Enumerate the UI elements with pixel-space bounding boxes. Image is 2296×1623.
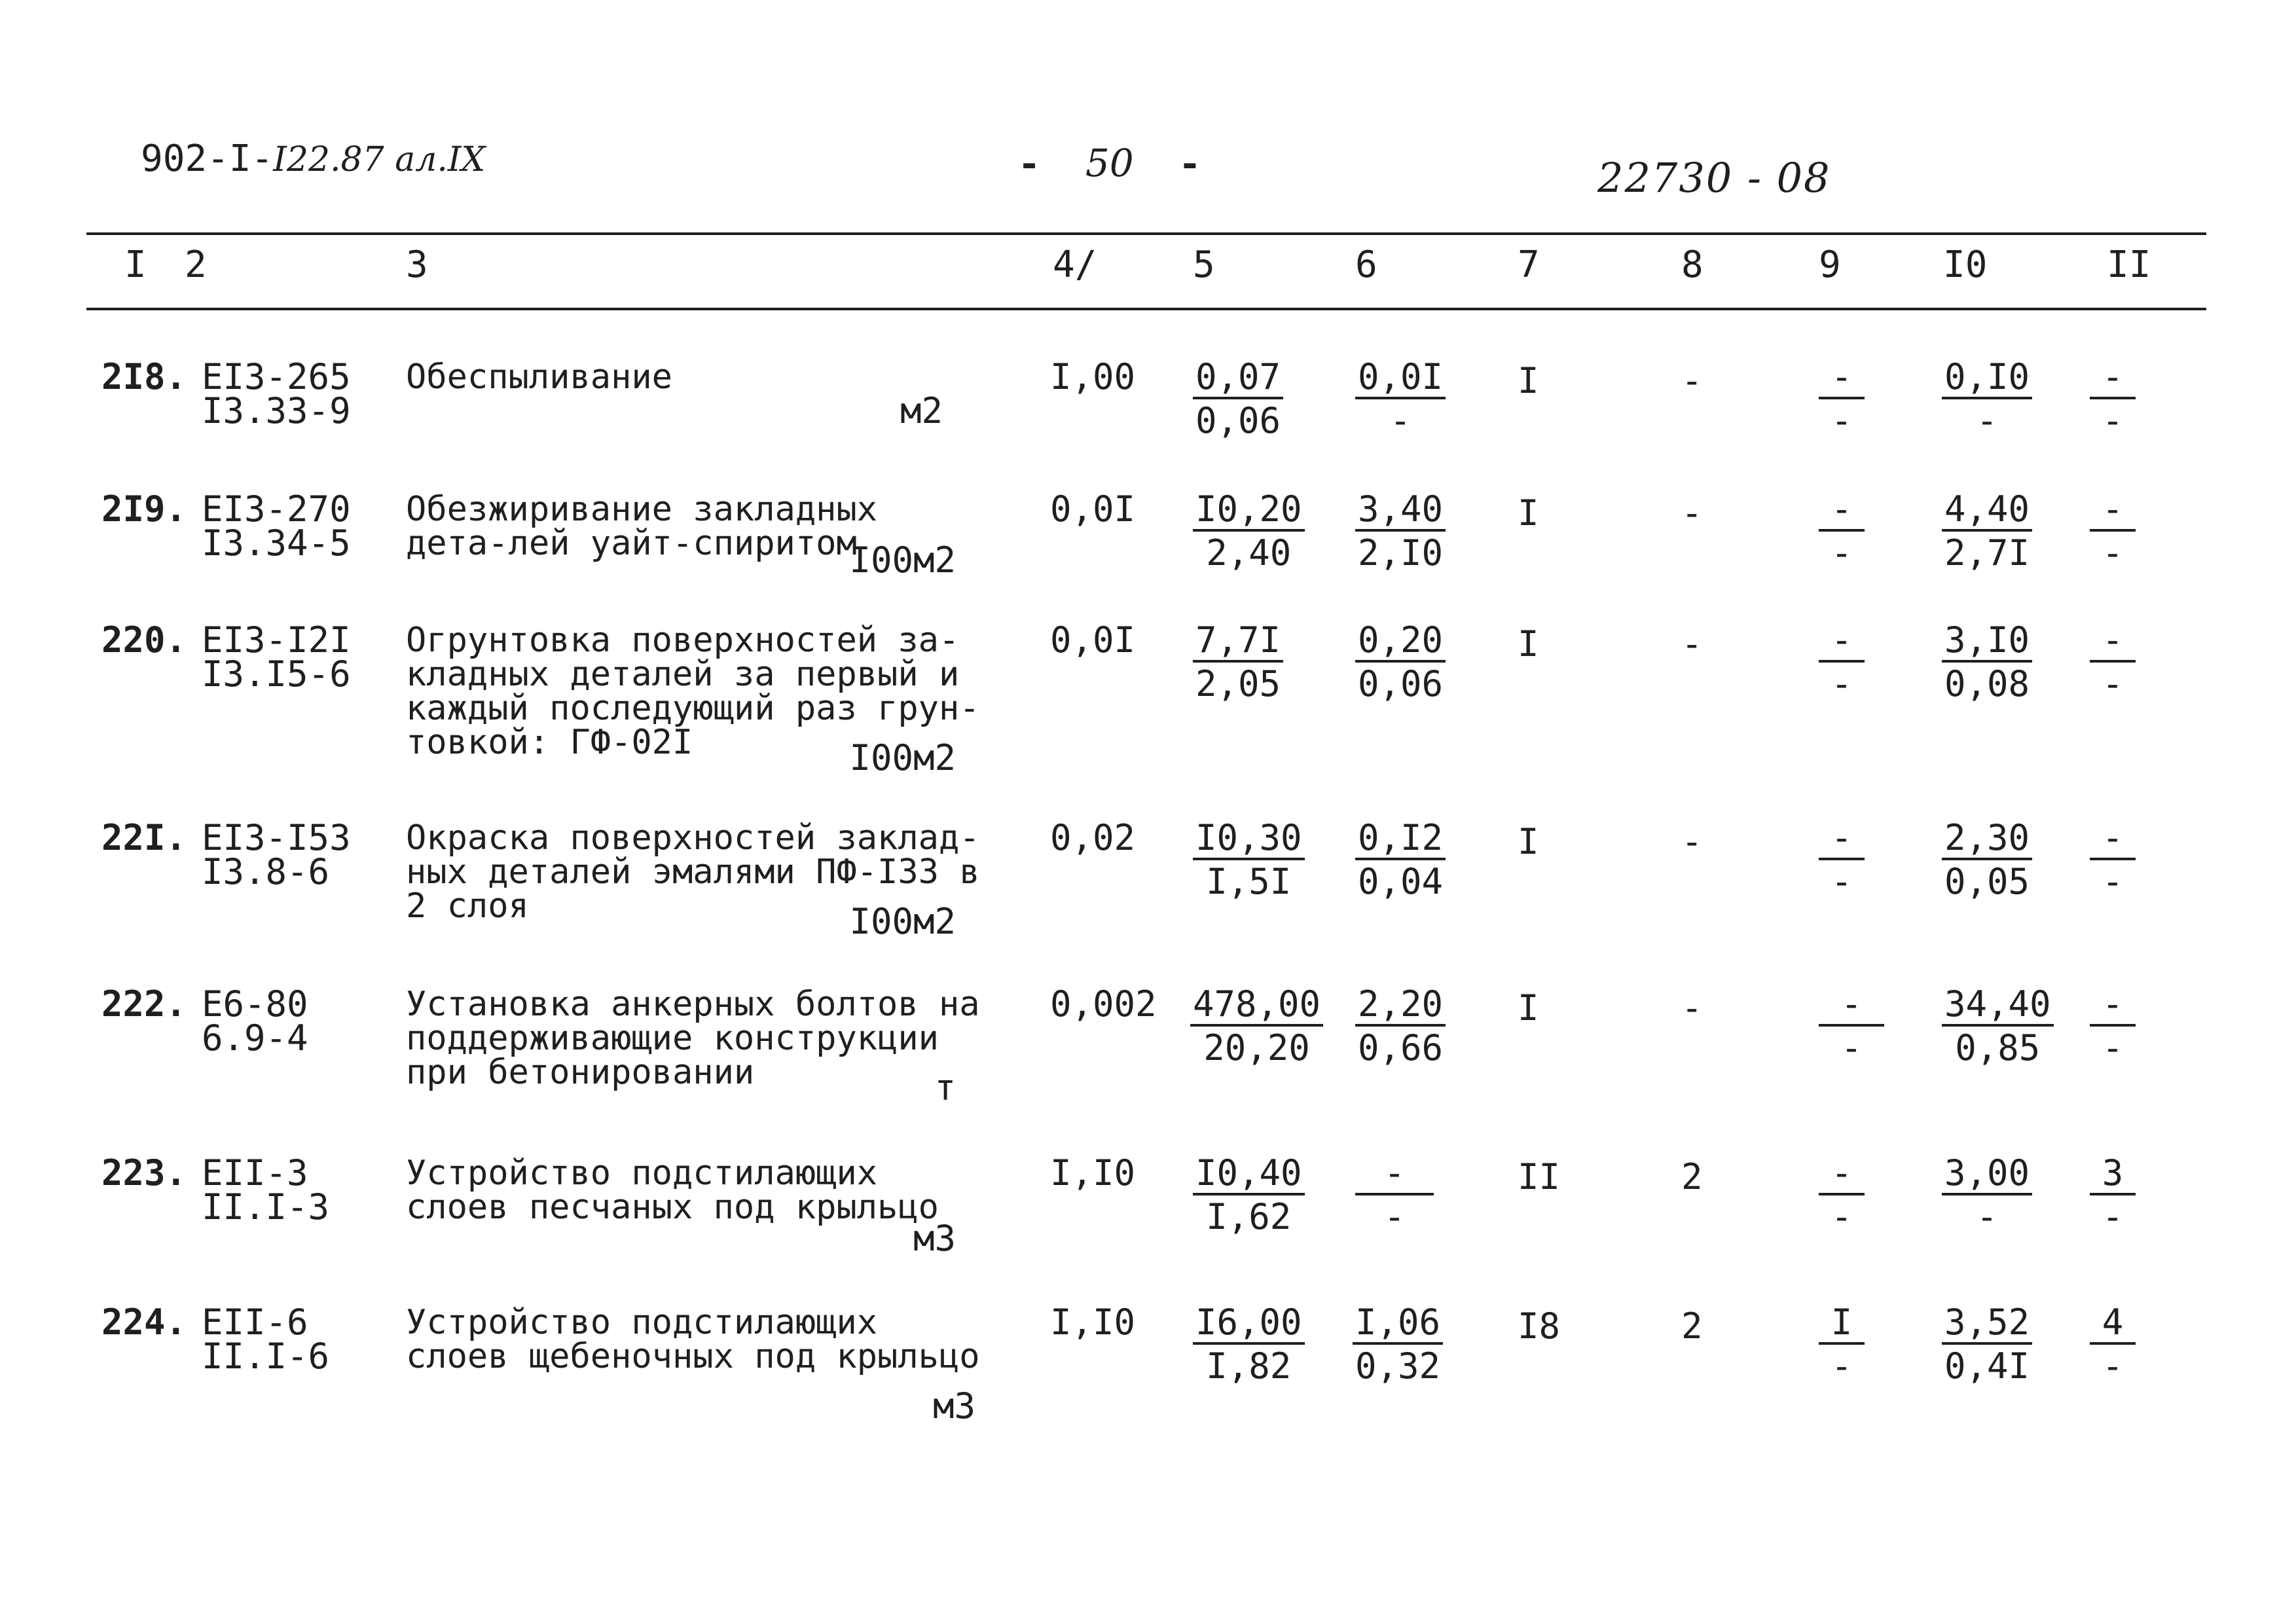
col8-value: 2 [1681,1305,1703,1347]
col6-value: - - [1355,1154,1434,1239]
rate-code: EI3-270 [202,488,351,530]
unit: м3 [932,1385,975,1427]
col11-value: - - [2090,818,2136,903]
rate-code: EI3-I2I [202,619,351,661]
col10-value: $\frac{2,30}{0,05}$ [1942,818,2032,903]
unit: I00м2 [849,901,956,942]
col8-value: - [1681,821,1703,862]
col8-value: - [1681,360,1703,401]
col-head-11: II [2107,244,2151,286]
col7-value: II [1518,1156,1561,1197]
col9-value: - - [1819,490,1865,575]
unit: I00м2 [849,539,956,581]
rate-code: EI3-I53 [202,817,351,858]
col5-value: $\frac{I0,30}{I,5I}$ [1193,818,1305,903]
row-number: 222. [101,983,187,1025]
table-top-rule [86,232,2206,235]
col8-value: - [1681,623,1703,665]
quantity: 0,0I [1050,488,1136,530]
col10-value: $\frac{3,I0}{0,08}$ [1942,621,2032,706]
quantity: 0,0I [1050,619,1136,661]
unit: т [934,1067,956,1108]
work-description: Установка анкерных болтов на поддерживающие конструкции при бетонировании [406,985,980,1092]
col5-value: $\frac{I0,40}{I,62}$ [1193,1154,1305,1239]
col9-value: - - [1819,1154,1865,1239]
col10-value: $\frac{4,40}{2,7I}$ [1942,490,2032,575]
row-number: 22I. [101,817,187,858]
col11-value: - - [2090,985,2136,1070]
col9-value: - - [1819,818,1865,903]
col6-value: 0,0I - [1355,357,1446,443]
col-head-5: 5 [1193,244,1215,286]
col11-value: 4 - [2090,1303,2136,1388]
col5-value: $\frac{478,00}{20,20}$ [1190,985,1323,1070]
col9-value: - - [1819,357,1865,443]
col-head-7: 7 [1518,244,1540,286]
col11-value: - - [2090,490,2136,575]
col5-value: $\frac{I0,20}{2,40}$ [1193,490,1305,575]
row-number: 223. [101,1152,187,1194]
quantity: 0,02 [1050,817,1136,858]
col8-value: - [1681,492,1703,534]
col5-value: $\frac{0,07}{0,06}$ [1193,357,1283,443]
col9-value: I - [1819,1303,1865,1388]
col7-value: I [1518,360,1539,401]
unit: м3 [913,1218,956,1259]
col5-value: $\frac{I6,00}{I,82}$ [1193,1303,1305,1388]
col10-value: $\frac{34,40}{0,85}$ [1942,985,2054,1070]
col7-value: I [1518,492,1539,534]
page-dash-right: - [1182,141,1198,185]
page-number-block [1021,141,1197,185]
col9-value: - - [1819,985,1884,1070]
col-head-10: I0 [1943,244,1988,286]
col6-value: $\frac{0,20}{0,06}$ [1355,621,1446,706]
col11-value: - - [2090,357,2136,443]
col7-value: I [1518,987,1539,1029]
work-description: Устройство подстилающих слоев щебеночных под крыльцо [406,1303,980,1376]
rate-code: EII-6 [202,1302,308,1343]
price-code: II.I-3 [202,1186,330,1228]
col11-value: - - [2090,621,2136,706]
work-description: Обеспыливание [406,357,672,397]
unit: I00м2 [849,737,956,778]
price-code: I3.33-9 [202,390,351,431]
document-code [141,137,485,180]
col10-value: 3,00 - [1942,1154,2032,1239]
col10-value: $\frac{3,52}{0,4I}$ [1942,1303,2032,1388]
col5-value: $\frac{7,7I}{2,05}$ [1193,621,1283,706]
quantity: I,00 [1050,356,1136,397]
row-number: 2I9. [101,488,187,530]
price-code: I3.8-6 [202,851,330,892]
row-number: 224. [101,1302,187,1343]
col6-value: $\frac{2,20}{0,66}$ [1355,985,1446,1070]
col-head-8: 8 [1681,244,1704,286]
col11-value: 3 - [2090,1154,2136,1239]
col7-value: I8 [1518,1305,1561,1347]
document-code-printed: 902-I- [141,137,274,180]
row-number: 2I8. [101,356,187,397]
catalog-number: 22730 - 08 [1597,154,1831,202]
quantity: I,I0 [1050,1152,1136,1194]
work-description: Устройство подстилающих слоев песчаных под крыльцо [406,1154,939,1227]
quantity: 0,002 [1050,983,1157,1025]
col7-value: I [1518,623,1539,665]
col6-value: $\frac{I,06}{0,32}$ [1353,1303,1443,1388]
page-number: 50 [1085,141,1134,185]
work-description: Окраска поверхностей заклад-ных деталей эмалями ПФ-I33 в 2 слоя [406,818,980,926]
price-code: I3.I5-6 [202,653,351,695]
page-dash-left: - [1021,141,1038,185]
rate-code: EI3-265 [202,356,351,397]
col7-value: I [1518,821,1539,862]
col6-value: $\frac{3,40}{2,I0}$ [1355,490,1446,575]
quantity: I,I0 [1050,1302,1136,1343]
unit: м2 [900,390,943,431]
col-head-2: 2 [185,244,207,286]
col-head-3: 3 [406,244,428,286]
col-head-6: 6 [1355,244,1377,286]
work-description: Огрунтовка поверхностей за-кладных деталей за первый и каждый последующий раз грун-товкой: ГФ-02I [406,621,980,762]
price-code: 6.9-4 [202,1017,308,1059]
col8-value: - [1681,987,1703,1029]
document-code-handwritten: I22.87 ал.IX [273,140,486,179]
price-code: I3.34-5 [202,522,351,564]
col-head-9: 9 [1819,244,1841,286]
row-number: 220. [101,619,187,661]
price-code: II.I-6 [202,1336,330,1377]
rate-code: EII-3 [202,1152,308,1194]
col-head-4: 4/ [1053,244,1097,286]
work-description: Обезжиривание закладных дета-лей уайт-спиритом [406,490,878,563]
col6-value: $\frac{0,I2}{0,04}$ [1355,818,1446,903]
col-head-1: I [124,244,147,286]
table-header-rule [86,308,2206,310]
col9-value: - - [1819,621,1865,706]
rate-code: E6-80 [202,983,308,1025]
col10-value: 0,I0 - [1942,357,2032,443]
col8-value: 2 [1681,1156,1703,1197]
